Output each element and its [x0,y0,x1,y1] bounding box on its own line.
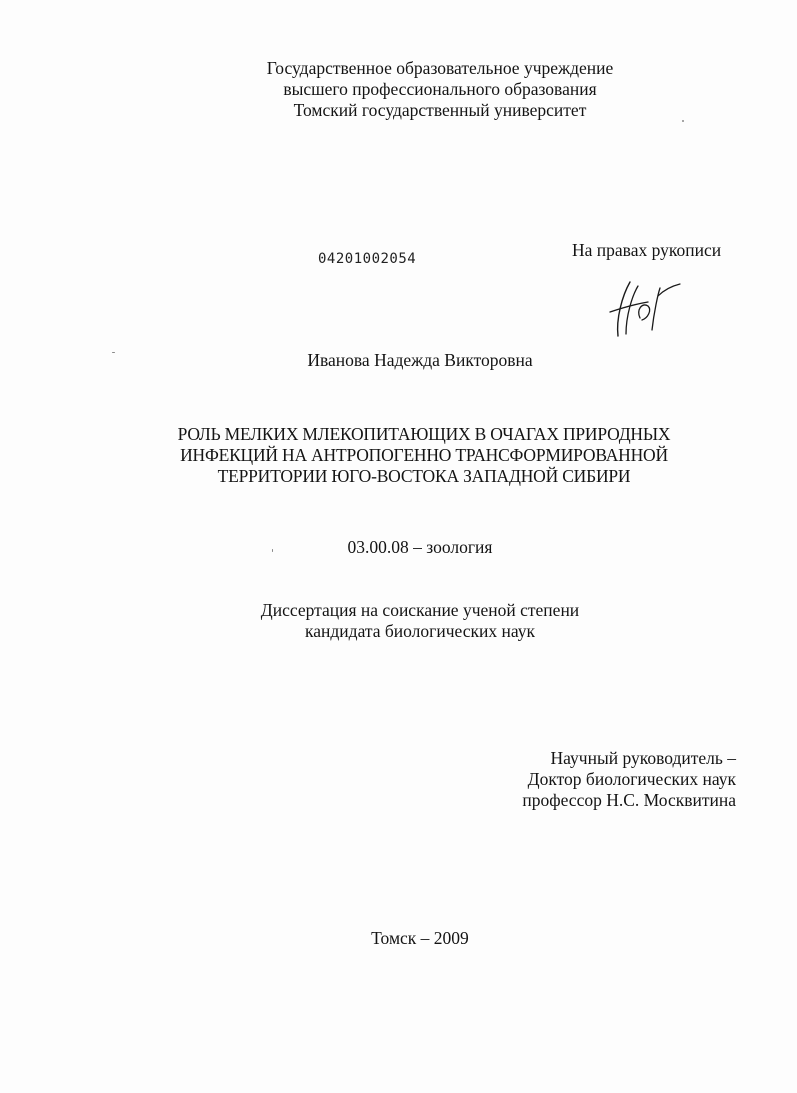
scan-speck [682,120,684,122]
degree-line-2: кандидата биологических наук [305,621,535,641]
institution-line-3: Томский государственный университет [293,100,587,120]
scan-speck [112,352,115,353]
degree-line-1: Диссертация на соискание ученой степени [260,600,580,620]
rights-note: На правах рукописи [572,240,722,260]
author-name: Иванова Надежда Викторовна [307,350,533,370]
scan-speck [272,549,273,552]
institution-header [140,58,740,121]
city-year: Томск – 2009 [371,928,469,948]
dissertation-title [100,424,748,487]
handwritten-signature [596,274,686,344]
title-line-3: ТЕРРИТОРИИ ЮГО-ВОСТОКА ЗАПАДНОЙ СИБИРИ [217,466,631,486]
registration-number: 04201002054 [318,251,417,267]
supervisor-line-1: Научный руководитель – [550,748,736,768]
supervisor-line-2: Доктор биологических наук [527,769,736,789]
scientific-supervisor [440,748,736,811]
institution-line-2: высшего профессионального образования [283,79,597,99]
supervisor-line-3: профессор Н.С. Москвитина [522,790,736,810]
title-line-1: РОЛЬ МЕЛКИХ МЛЕКОПИТАЮЩИХ В ОЧАГАХ ПРИРОДНЫХ [177,424,671,444]
institution-line-1: Государственное образовательное учреждение [266,58,614,78]
degree-statement [140,600,700,642]
specialty-code: 03.00.08 – зоология [347,537,493,557]
title-line-2: ИНФЕКЦИЙ НА АНТРОПОГЕННО ТРАНСФОРМИРОВАННОЙ [180,445,668,465]
